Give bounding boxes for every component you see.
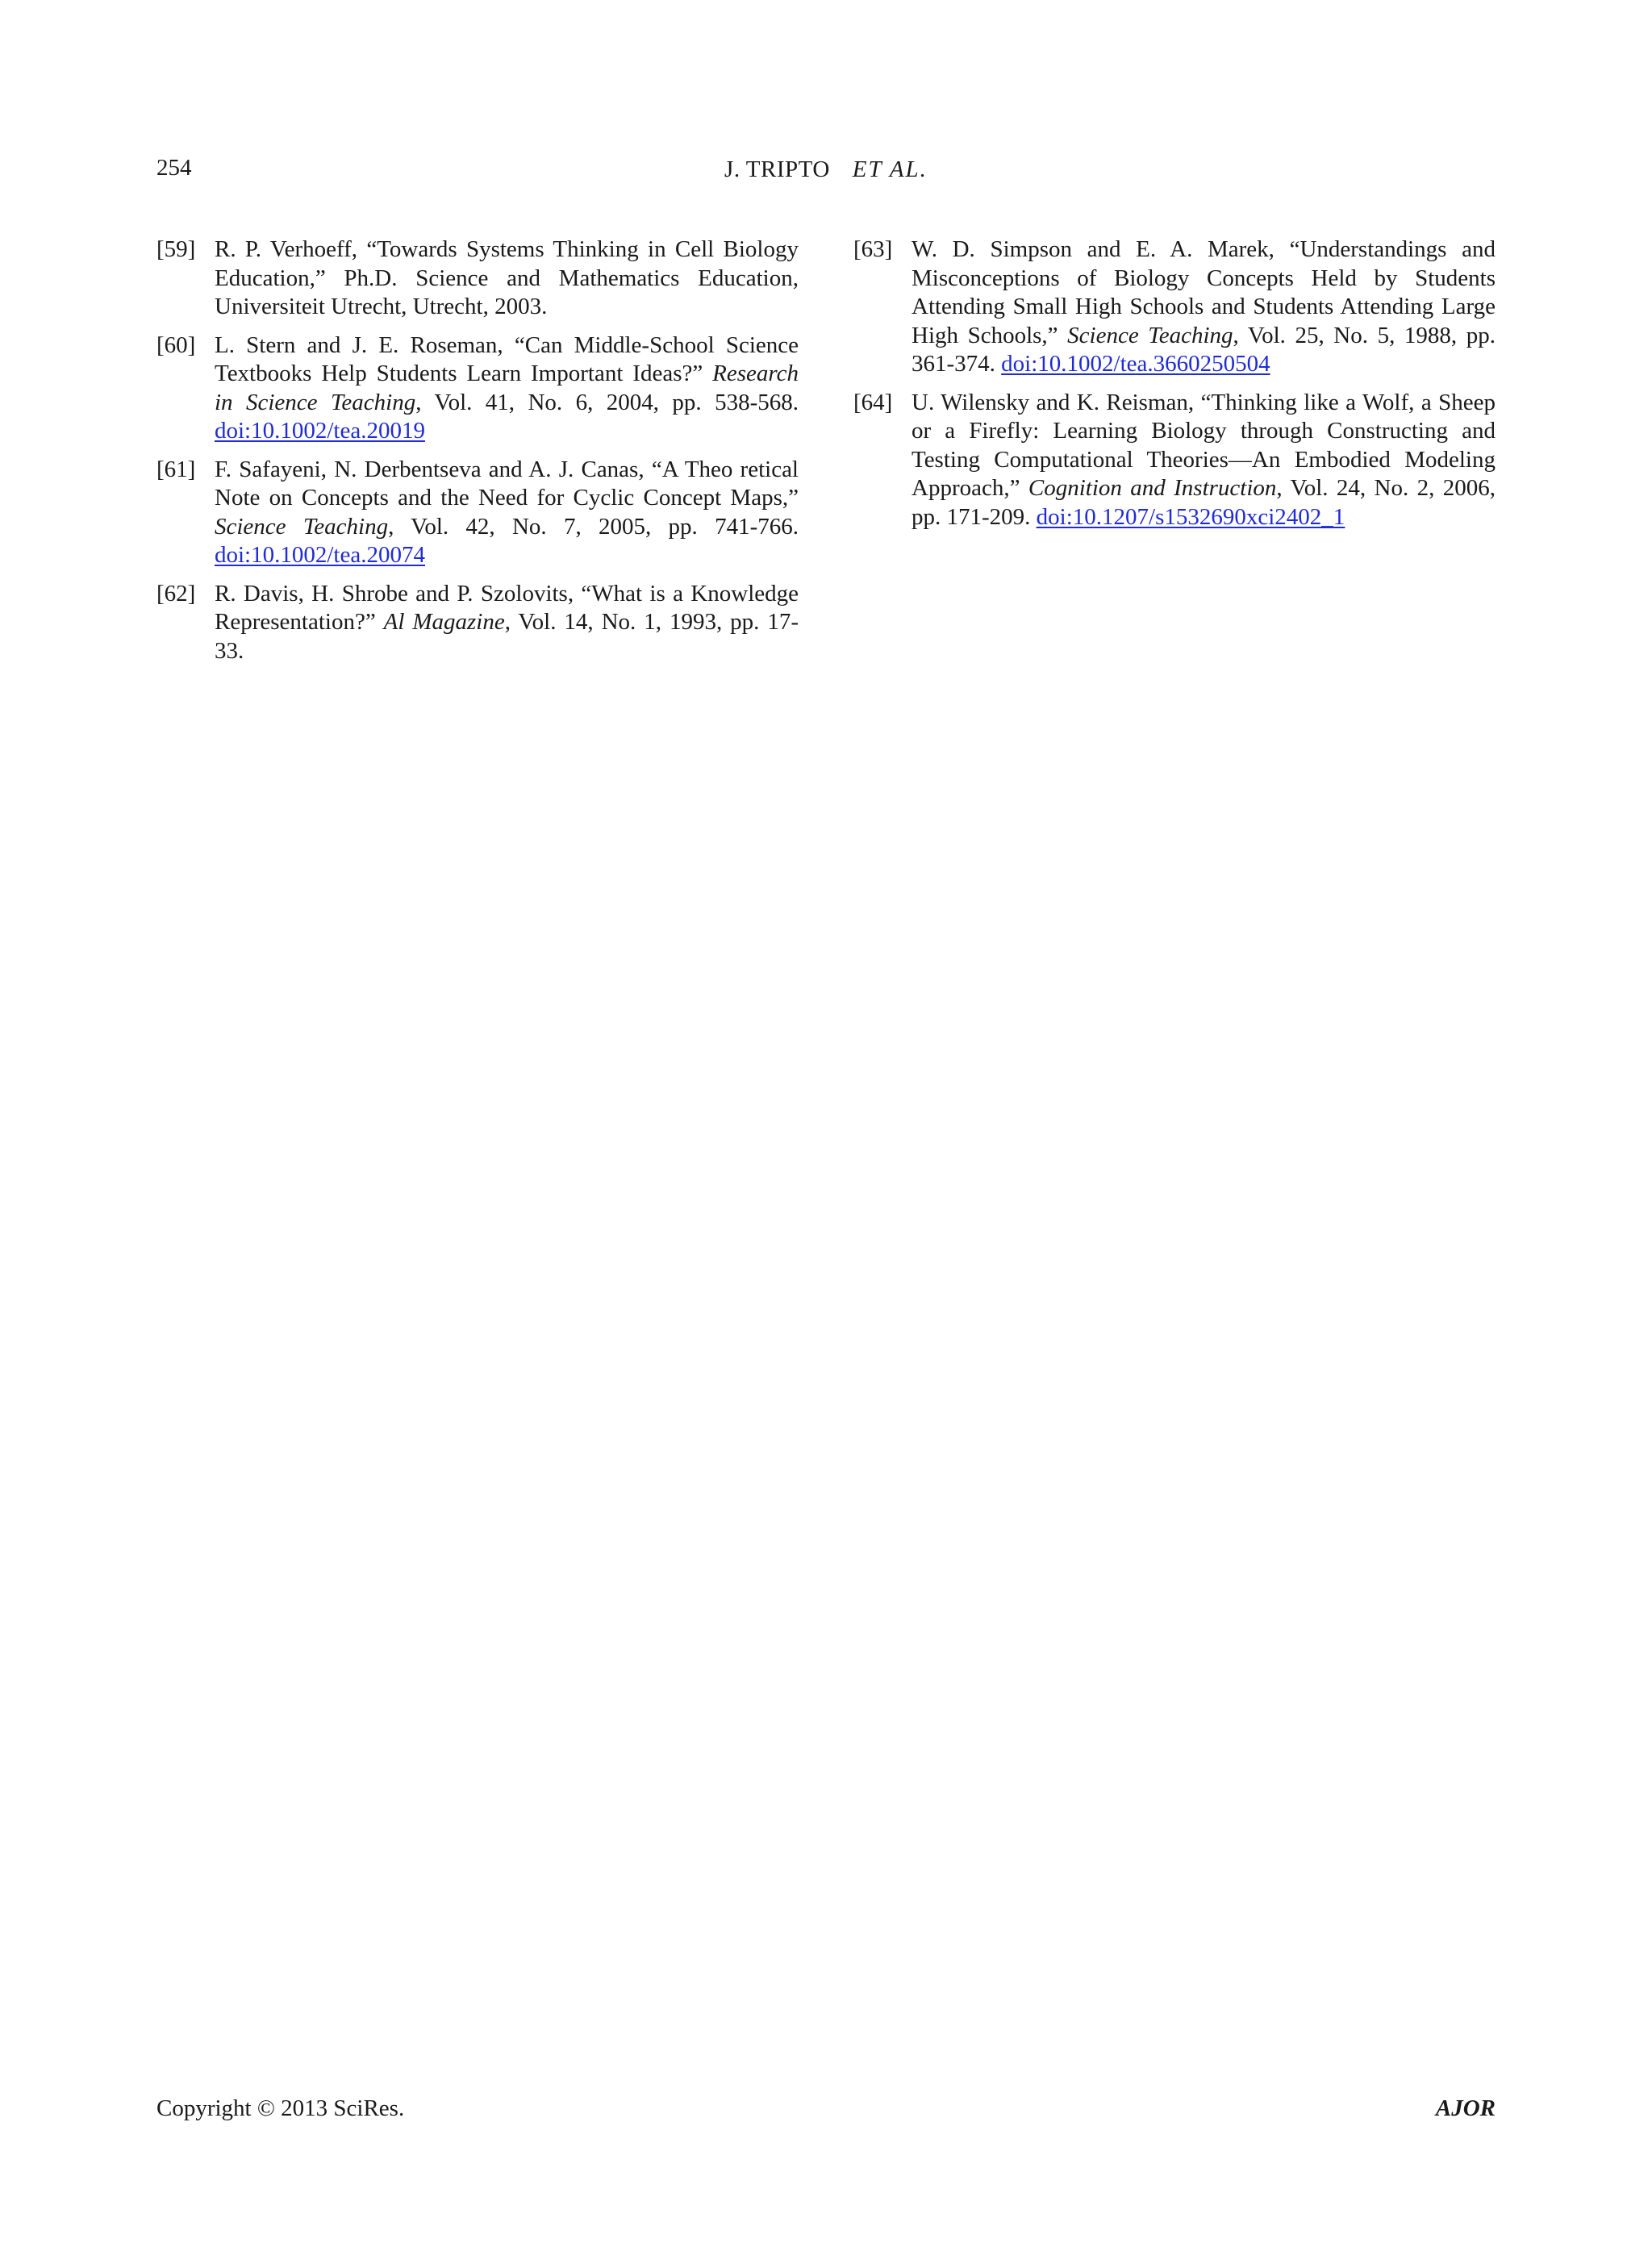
running-head (0, 155, 1652, 184)
reference-64 (853, 389, 1496, 532)
doi-link[interactable]: doi:10.1002/tea.20019 (215, 418, 425, 444)
reference-text: L. Stern and J. E. Roseman, “Can Middle-School Science Textbooks Help Students Learn Important Ideas?” Research in Science Teaching, Vol. 41, No. 6, 2004, pp. 538-568. doi:10.1002/tea.20019 (215, 331, 799, 444)
reference-number: [60] (156, 331, 196, 358)
footer-copyright: Copyright © 2013 SciRes. (156, 2095, 405, 2121)
reference-63 (853, 236, 1496, 379)
reference-number: [64] (853, 389, 893, 415)
reference-text: F. Safayeni, N. Derbentseva and A. J. Canas, “A Theo retical Note on Concepts and the Need for Cyclic Concept Maps,” Science Teaching, Vol. 42, No. 7, 2005, pp. 741-766. doi:10.1002/tea.20074 (215, 456, 799, 568)
doi-link[interactable]: doi:10.1002/tea.20074 (215, 542, 425, 568)
journal-title: Science Teaching (1067, 322, 1233, 348)
reference-60 (156, 331, 799, 446)
reference-number: [62] (156, 580, 196, 607)
journal-title: Al Magazine (383, 609, 505, 635)
running-head-etal: ET AL. (852, 156, 928, 182)
page-number: 254 (156, 155, 192, 181)
reference-61 (156, 456, 799, 570)
reference-59 (156, 236, 799, 322)
reference-number: [61] (156, 456, 196, 482)
reference-text: W. D. Simpson and E. A. Marek, “Understandings and Misconceptions of Biology Concepts Held by Students Attending Small High Schools and Students Attending Large High Schools,” Science Teaching, Vol. 25, No. 5, 1988, pp. 361-374. doi:10.1002/tea.3660250504 (912, 236, 1496, 377)
references-column-left (156, 236, 799, 675)
reference-text: U. Wilensky and K. Reisman, “Thinking like a Wolf, a Sheep or a Firefly: Learning Biology through Constructing and Testing Computational Theories—An Embodied Modeling Approach,” Cognition and Instruction, Vol. 24, No. 2, 2006, pp. 171-209. doi:10.1207/s1532690xci2402_1 (912, 389, 1496, 530)
doi-link[interactable]: doi:10.1002/tea.3660250504 (1001, 351, 1270, 377)
reference-number: [59] (156, 236, 196, 262)
journal-title: Cognition and Instruction (1028, 475, 1277, 501)
footer-journal: AJOR (1435, 2095, 1496, 2121)
doi-link[interactable]: doi:10.1207/s1532690xci2402_1 (1036, 503, 1345, 530)
reference-text: R. Davis, H. Shrobe and P. Szolovits, “What is a Knowledge Representation?” Al Magazine, Vol. 14, No. 1, 1993, pp. 17-33. (215, 580, 799, 664)
journal-title: Science Teaching (215, 513, 389, 540)
reference-text: R. P. Verhoeff, “Towards Systems Thinking in Cell Biology Education,” Ph.D. Science and Mathematics Education, Universiteit Utrecht, Utrecht, 2003. (215, 236, 799, 319)
running-head-authors: J. TRIPTO (724, 156, 830, 182)
reference-62 (156, 580, 799, 666)
journal-title: Research in Science Teaching (215, 361, 799, 415)
reference-number: [63] (853, 236, 893, 262)
references-column-right (853, 236, 1496, 541)
